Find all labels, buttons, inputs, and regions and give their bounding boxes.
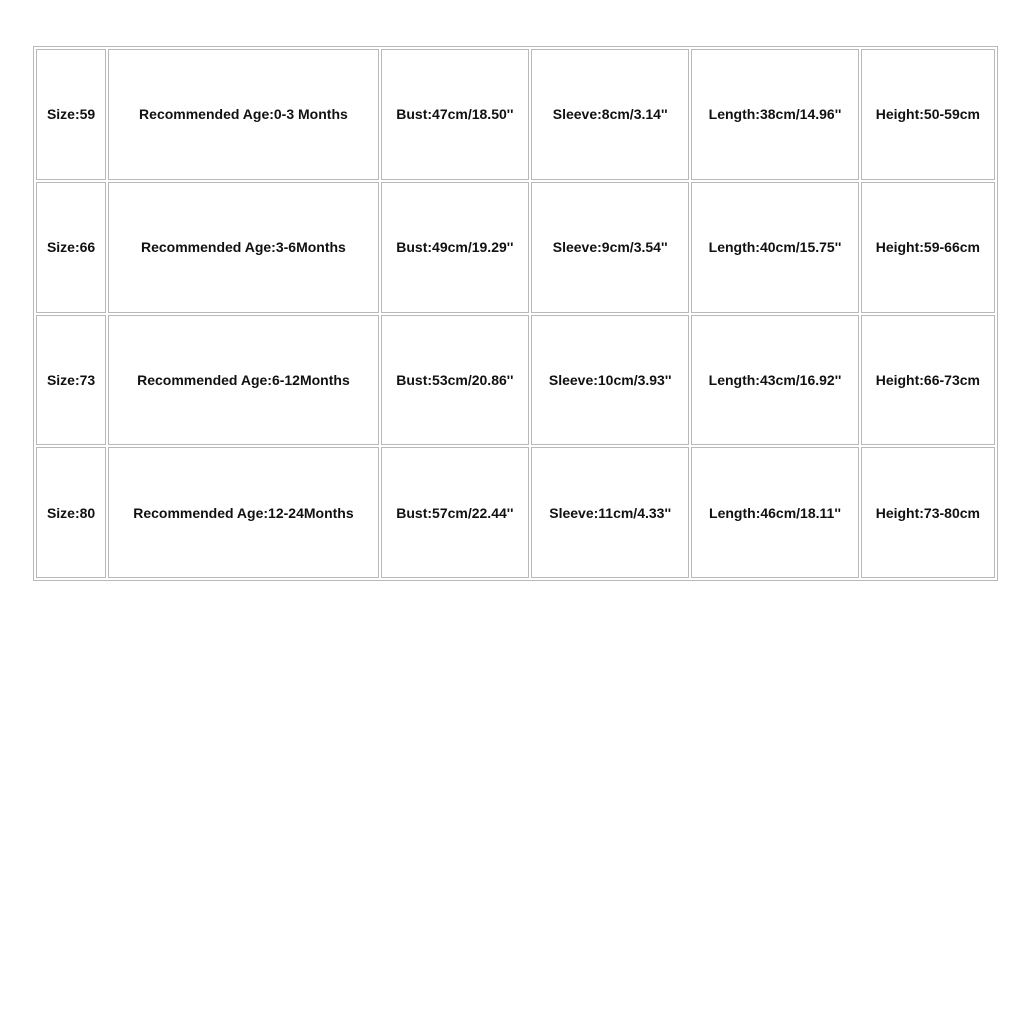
recommended-age-cell: Recommended Age:12-24Months xyxy=(108,447,379,578)
size-cell: Size:59 xyxy=(36,49,106,180)
size-cell: Size:73 xyxy=(36,315,106,446)
length-cell: Length:40cm/15.75'' xyxy=(691,182,858,313)
length-cell: Length:46cm/18.11'' xyxy=(691,447,858,578)
table-row xyxy=(36,315,995,446)
table-row xyxy=(36,49,995,180)
sleeve-cell: Sleeve:11cm/4.33'' xyxy=(531,447,689,578)
sleeve-cell: Sleeve:8cm/3.14'' xyxy=(531,49,689,180)
length-cell: Length:43cm/16.92'' xyxy=(691,315,858,446)
bust-cell: Bust:57cm/22.44'' xyxy=(381,447,529,578)
height-cell: Height:50-59cm xyxy=(861,49,995,180)
bust-cell: Bust:47cm/18.50'' xyxy=(381,49,529,180)
recommended-age-cell: Recommended Age:3-6Months xyxy=(108,182,379,313)
height-cell: Height:59-66cm xyxy=(861,182,995,313)
recommended-age-cell: Recommended Age:0-3 Months xyxy=(108,49,379,180)
table-row xyxy=(36,182,995,313)
sleeve-cell: Sleeve:9cm/3.54'' xyxy=(531,182,689,313)
height-cell: Height:66-73cm xyxy=(861,315,995,446)
length-cell: Length:38cm/14.96'' xyxy=(691,49,858,180)
sleeve-cell: Sleeve:10cm/3.93'' xyxy=(531,315,689,446)
bust-cell: Bust:49cm/19.29'' xyxy=(381,182,529,313)
size-cell: Size:66 xyxy=(36,182,106,313)
height-cell: Height:73-80cm xyxy=(861,447,995,578)
size-chart-table xyxy=(33,46,998,581)
table-row xyxy=(36,447,995,578)
bust-cell: Bust:53cm/20.86'' xyxy=(381,315,529,446)
recommended-age-cell: Recommended Age:6-12Months xyxy=(108,315,379,446)
size-cell: Size:80 xyxy=(36,447,106,578)
